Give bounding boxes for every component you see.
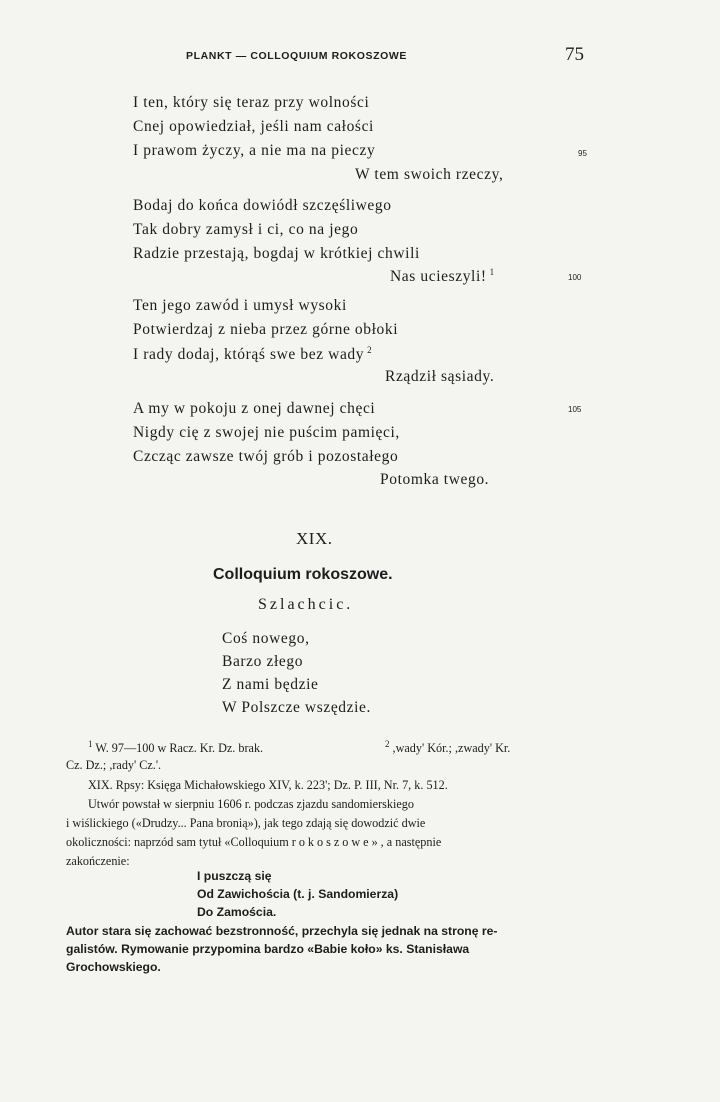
commentary-line: Grochowskiego.: [66, 960, 161, 974]
commentary-line: [66, 835, 441, 850]
footnote-mark: 1: [88, 739, 93, 749]
speaker-label: Szlachcic.: [258, 596, 354, 613]
footnote-text: W. 97—100 w Racz. Kr. Dz. brak.: [95, 741, 264, 756]
footnote-mark: 2: [367, 345, 373, 355]
verse-line: Nigdy cię z swojej nie puścim pamięci,: [133, 424, 400, 441]
verse-text: I rady dodaj, którąś swe bez wady: [133, 346, 365, 364]
section-number: XIX.: [296, 529, 333, 548]
footnote-1: [85, 739, 263, 756]
verse-line: Coś nowego,: [222, 630, 310, 647]
verse-line: W Polszcze wszędzie.: [222, 699, 372, 716]
footnote-2-continuation: Cz. Dz.; ,rady' Cz.'.: [66, 758, 162, 772]
verse-line: Z nami będzie: [222, 676, 319, 693]
commentary-line: Utwór powstał w sierpniu 1606 r. podczas zjazdu sandomierskiego: [88, 797, 414, 811]
verse-line: Rządził sąsiady.: [385, 368, 495, 385]
verse-line: Ten jego zawód i umysł wysoki: [133, 297, 347, 314]
quote-line: Od Zawichościa (t. j. Sandomierza): [197, 887, 399, 901]
quote-line: I puszczą się: [197, 869, 272, 883]
verse-line: W tem swoich rzeczy,: [355, 166, 504, 183]
commentary-line: zakończenie:: [66, 854, 130, 868]
verse-line: Radzie przestają, bogdaj w krótkiej chwili: [133, 245, 420, 262]
commentary-line: galistów. Rymowanie przypomina bardzo «Babie koło» ks. Stanisława: [66, 942, 470, 956]
verse-line: Cnej opowiedział, jeśli nam całości: [133, 118, 374, 135]
verse-line: Bodaj do końca dowiódł szczęśliwego: [133, 197, 392, 214]
verse-text: Nas ucieszyli!: [390, 268, 487, 286]
footnote-2: [382, 739, 510, 756]
line-number: 95: [578, 149, 587, 158]
page-number: 75: [565, 44, 584, 65]
footnote-mark: 1: [489, 267, 495, 277]
commentary-line: i wiślickiego («Drudzy... Pana bronią»), jak tego zdają się dowodzić dwie: [66, 816, 426, 830]
sources-note: XIX. Rpsy: Księga Michałowskiego XIV, k. 223'; Dz. P. III, Nr. 7, k. 512.: [88, 778, 448, 792]
line-number: 100: [568, 273, 582, 282]
running-title: PLANKT — COLLOQUIUM ROKOSZOWE: [186, 50, 407, 62]
poem-title: Colloquium rokoszowe.: [213, 566, 393, 583]
verse-line: Czcząc zawsze twój grób i pozostałego: [133, 448, 399, 465]
verse-line: [133, 345, 372, 364]
verse-line: Barzo złego: [222, 653, 304, 670]
commentary-line: Autor stara się zachować bezstronność, przechyla się jednak na stronę re-: [66, 924, 498, 938]
verse-line: [390, 267, 495, 286]
verse-line: Tak dobry zamysł i ci, co na jego: [133, 221, 359, 238]
commentary-text: okoliczności: naprzód sam tytuł «Colloquium: [66, 835, 289, 849]
verse-line: I ten, który się teraz przy wolności: [133, 94, 370, 111]
quote-line: Do Zamościa.: [197, 905, 277, 919]
footnote-mark: 2: [385, 739, 390, 749]
line-number: 105: [568, 405, 582, 414]
verse-line: A my w pokoju z onej dawnej chęci: [133, 400, 376, 417]
verse-line: I prawom życzy, a nie ma na pieczy: [133, 142, 376, 159]
spaced-title: rokoszowe»: [291, 835, 381, 849]
footnote-text: ,wady' Kór.; ,zwady' Kr.: [392, 741, 511, 756]
verse-line: Potomka twego.: [380, 471, 490, 488]
commentary-text: , a następnie: [380, 835, 442, 849]
verse-line: Potwierdzaj z nieba przez górne obłoki: [133, 321, 399, 338]
